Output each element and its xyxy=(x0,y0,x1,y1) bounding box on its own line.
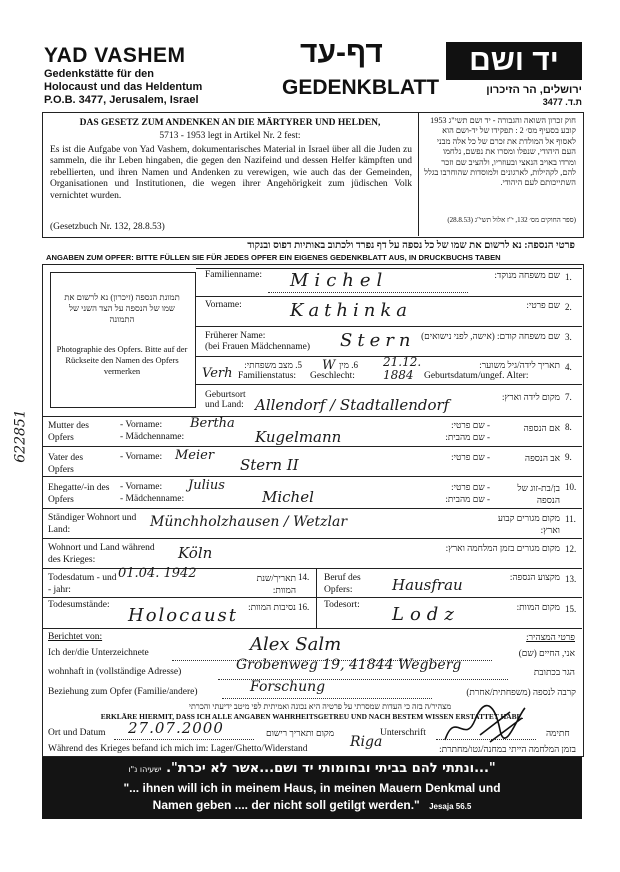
label-ehegatte-vorname: - Vorname: xyxy=(120,482,163,492)
label-todesdatum-he: תאריך/שנת המוות: xyxy=(256,573,296,595)
instructions-german: ANGABEN ZUM OPFER: BITTE FÜLLEN SIE FÜR JEDES OPFER EIN EIGENES GEDENKBLATT AUS, IN DRUCKBUCHS TABEN xyxy=(46,253,501,262)
label-waehrend-krieges xyxy=(48,744,307,754)
label-frueherer-name: Früherer Name: xyxy=(205,331,266,341)
label-ehegatte: Ehegatte/-in des Opfers xyxy=(48,483,110,505)
row-number: 7. xyxy=(565,392,572,402)
label-beziehung: Beziehung zum Opfer (Familie/andere) xyxy=(48,687,198,697)
row-number: 1. xyxy=(565,272,572,282)
row-number: 9. xyxy=(565,452,572,462)
row-number: 3. xyxy=(565,332,572,342)
label-todesumstaende: Todesumstände: xyxy=(48,600,110,610)
label-waehrend-krieges-he: בזמן המלחמה הייתי במחנה/גטו/מחתרת: xyxy=(439,744,576,754)
label-wohnhaft-he: הגר בכתובת xyxy=(533,667,575,677)
photo-instructions-german: Photographie des Opfers. Bitte auf der Rückseite den Namen des Opfers vermerken xyxy=(56,344,188,376)
label-kriegswohnort: Wohnort und Land während des Krieges: xyxy=(48,543,155,565)
row-number: 15. xyxy=(565,604,577,614)
label-ehegatte-maedchenname: - Mädchenname: xyxy=(120,494,185,504)
value-vater-vorname[interactable]: Meier xyxy=(175,448,215,463)
law-title: DAS GESETZ ZUM ANDENKEN AN DIE MÄRTYRER UND HELDEN, xyxy=(79,118,381,128)
row-number: 14. xyxy=(298,572,310,582)
value-vater-name[interactable]: Stern II xyxy=(240,456,299,474)
footer-german-text: Namen geben .... der nicht soll getilgt werden." xyxy=(152,798,420,812)
label-unterzeichnete-he: אני, החיים (שם) xyxy=(518,648,575,658)
label-berichtet: Berichtet von: xyxy=(48,632,103,642)
label-wohnort-he: מקום מגורים קבוע וארץ: xyxy=(497,513,560,535)
label-kriegswohnort-he: מקום מגורים בזמן המלחמה וארץ: xyxy=(445,543,560,553)
instructions-hebrew: פרטי הנספה: נא לרשום את שמו של כל נספה על דף נפרד ולכתוב באותיות דפוס ובנקוד xyxy=(247,240,575,251)
row-number: 13. xyxy=(565,574,577,584)
row-number: 12. xyxy=(565,544,577,554)
label-ehegatte-he: בן/בת-זוג של הנספה xyxy=(517,483,560,505)
label-mutter-maedchenname: - Mädchenname: xyxy=(120,432,185,442)
value-lager[interactable]: Riga xyxy=(350,734,383,750)
row-line xyxy=(196,268,582,269)
label-geburtsdatum: Geburtsdatum/ungef. Alter: xyxy=(424,371,529,381)
row-number: 8. xyxy=(565,422,572,432)
value-reporter-relation[interactable]: Forschung xyxy=(250,679,326,695)
label-beziehung-he: קרבה לנספה (משפחתית/אחרת) xyxy=(466,687,576,697)
row-line xyxy=(42,628,582,629)
label-todesumstaende-he: נסיבות המוות: xyxy=(248,602,296,612)
label-vater-he: אב הנספה xyxy=(524,453,560,463)
label-geburtsort-he: מקום לידה וארץ: xyxy=(502,392,560,402)
logo-hebrew: יד ושם xyxy=(446,42,582,80)
value-todesdatum[interactable]: 01.04. 1942 xyxy=(118,566,197,581)
law-hebrew-citation: (ספר החוקים מס׳ 132, י"ז אלול תשי"ג (28.8.53) xyxy=(447,216,576,224)
footer-hebrew-source: ישעיהו נ"ו xyxy=(128,765,162,774)
footer-quote-hebrew xyxy=(82,761,542,776)
label-vorname: Vorname: xyxy=(205,300,242,310)
row-number: 4. xyxy=(565,362,572,372)
row-line xyxy=(196,296,582,297)
label-ort-datum: Ort und Datum xyxy=(48,728,106,738)
label-mutter-he: אם הנספה xyxy=(523,423,560,433)
label-maedchenname-note: (bei Frauen Mädchenname) xyxy=(205,342,310,352)
value-familienstatus[interactable]: Verh xyxy=(202,366,233,381)
label-mutter-shem-mahbit: - שם מהבית: xyxy=(445,432,490,442)
row-line xyxy=(42,597,582,598)
footer-quote-german-1: "... ihnen will ich in meinem Haus, in meinen Mauern Denkmal und xyxy=(123,781,501,795)
org-title: YAD VASHEM xyxy=(44,44,186,67)
label-beruf: Beruf des Opfers: xyxy=(324,573,361,595)
logo-pob-hebrew: ת.ד. 3477 xyxy=(542,97,582,107)
row-number: 11. xyxy=(565,514,576,524)
margin-number: 622851 xyxy=(12,409,29,463)
value-vorname[interactable]: Kathinka xyxy=(290,300,412,321)
law-subtitle: 5713 - 1953 legt in Artikel Nr. 2 fest: xyxy=(159,131,301,141)
row-dotline xyxy=(268,292,468,293)
label-mutter: Mutter des Opfers xyxy=(48,421,89,443)
label-vorname-he: שם פרטי: xyxy=(526,300,560,310)
label-vater-vorname: - Vorname: xyxy=(120,452,163,462)
row-line xyxy=(42,538,582,539)
row-line xyxy=(42,446,582,447)
label-vater-shem-prati: - שם פרטי: xyxy=(451,452,490,462)
title-hebrew: דף-עד xyxy=(300,36,383,69)
org-subtitle-2: Holocaust und das Heldentum xyxy=(44,81,203,93)
label-beruf-he: מקצוע הנספה: xyxy=(509,572,560,582)
row-dotline xyxy=(114,739,254,740)
law-body: Es ist die Aufgabe von Yad Vashem, dokumentarisches Material in Israel über all die Juden zu sammeln, die ihr Leben hingaben, die gegen den Nazifeind und dessen Helfer kämpften und rebellierten, und ihren Namen und Andenken zu verewigen, wie auch das der Gemeinden, Organisationen und Institutionen, die wegen ihrer Angehörigkeit zum jüdischen Volk vernichtet wurden. xyxy=(50,145,412,201)
row-dotline xyxy=(222,698,432,699)
value-reporter-address[interactable]: Grobenweg 19, 41844 Wegberg xyxy=(236,657,462,673)
value-ort-datum[interactable]: 27.07.2000 xyxy=(128,719,224,737)
label-geschlecht: Geschlecht: xyxy=(310,371,355,381)
footer-hebrew-text: "...ונתתי להם בביתי ובחומותי יד ושם...אשר לא יכרת". xyxy=(166,761,496,776)
label-geburtsort: Geburtsort und Land: xyxy=(205,390,246,410)
label-ehegatte-shem-prati: - שם פרטי: xyxy=(451,482,490,492)
footer-quote-german-2 xyxy=(52,798,572,812)
label-wohnhaft: wohnhaft in (vollständige Adresse) xyxy=(48,667,182,677)
label-mutter-shem-prati: - שם פרטי: xyxy=(451,420,490,430)
label-vater: Vater des Opfers xyxy=(48,453,84,475)
footer-german-source: Jesaja 56.5 xyxy=(429,802,472,811)
label-frueherer-name-he: שם משפחה קודם: (אישה, לפני נישואים) xyxy=(421,331,560,341)
value-ehegatte-name[interactable]: Michel xyxy=(262,488,314,506)
signature xyxy=(440,700,530,750)
title-german: GEDENKBLATT xyxy=(282,76,440,99)
photo-instructions-hebrew: תמונת הנספה (זיכרון) נא לרשום את שמו של הנספה על הצד השני של התמונה xyxy=(64,292,180,324)
value-reporter-name[interactable]: Alex Salm xyxy=(250,634,342,655)
row-number: 16. xyxy=(298,602,310,612)
label-mutter-vorname: - Vorname: xyxy=(120,420,163,430)
value-mutter-vorname[interactable]: Bertha xyxy=(190,416,235,431)
org-subtitle-1: Gedenkstätte für den xyxy=(44,68,155,80)
value-ehegatte-vorname[interactable]: Julius xyxy=(188,478,225,493)
value-beruf[interactable]: Hausfrau xyxy=(392,576,463,594)
label-unterschrift-he: חתימה xyxy=(546,728,570,738)
value-geburtsdatum[interactable]: 21.12. 1884 xyxy=(383,355,422,382)
label-todesort-he: מקום המוות: xyxy=(516,602,560,612)
law-citation: (Gesetzbuch Nr. 132, 28.8.53) xyxy=(50,222,165,232)
declaration-german: ERKLÄRE HIERMIT, DASS ICH ALLE ANGABEN WAHRHEITSGETREU UND NACH BESTEM WISSEN ERSTATTET HABE. xyxy=(100,712,524,721)
footer-quote-box xyxy=(42,757,582,819)
label-geschlecht-he: 6. מין xyxy=(339,360,358,370)
logo-subtitle-hebrew: ירושלים, הר הזיכרון xyxy=(486,84,582,96)
label-familienname-he: שם משפחה מנוקד: xyxy=(494,270,560,280)
row-line xyxy=(42,416,582,417)
value-kriegswohnort[interactable]: Köln xyxy=(178,544,213,562)
law-divider xyxy=(418,112,419,236)
label-familienstatus-he: 5. מצב משפחתי: xyxy=(244,360,302,370)
value-todesumstaende[interactable]: Holocaust xyxy=(128,605,239,626)
label-familienname: Familienname: xyxy=(205,270,262,280)
label-ehegatte-shem-mahbit: - שם מהבית: xyxy=(445,494,490,504)
org-subtitle-3: P.O.B. 3477, Jerusalem, Israel xyxy=(44,94,199,106)
cell-divider xyxy=(316,568,317,628)
row-number: 2. xyxy=(565,302,572,312)
label-waehrend-krieges-text: Während des Krieges befand ich mich im: Lager/Ghetto/Widerstand xyxy=(48,744,308,754)
label-ort-datum-he: מקום ותאריך רישום xyxy=(266,728,335,738)
row-number: 10. xyxy=(565,482,577,492)
label-todesdatum: Todesdatum - und - jahr: xyxy=(48,573,117,595)
law-hebrew-body: חוק זכרון השואה והגבורה - יד ושם תשי"ג 1953 קובע בסעיף מס׳ 2 : תפקידו של יד-ושם הוא לאסוף אל המולדת את זכרם של כל אלה מבני העם היהודי, שנפלו ומסרו את נפשם, נלחמו ומרדו באויב הנאצי ובעוזריו, ולהציב שם וזכר להם, לקהילות, לארגונים ולמוסדות שהוחרבו בגלל השתייכותם לעם היהודי. xyxy=(424,116,576,188)
row-line xyxy=(196,326,582,327)
value-todesort[interactable]: Lodz xyxy=(392,604,460,625)
label-unterschrift: Unterschrift xyxy=(380,728,426,738)
declaration-hebrew: מצהיר/ה בזה כי העדות שמסרתי על פרטיה היא נכונה ואמיתית לפי מיטב ידיעתי והכרתי xyxy=(188,702,452,711)
value-geschlecht[interactable]: W xyxy=(322,358,336,373)
value-geburtsort[interactable]: Allendorf / Stadtallendorf xyxy=(255,396,450,414)
label-geburtsdatum-he: תאריך לידה/גיל משוער: xyxy=(479,360,560,370)
value-mutter-maedchenname[interactable]: Kugelmann xyxy=(255,428,342,446)
label-todesort: Todesort: xyxy=(324,600,360,610)
label-familienstatus: Familienstatus: xyxy=(238,371,297,381)
row-line xyxy=(42,476,582,477)
row-line xyxy=(42,508,582,509)
value-frueherer-name[interactable]: Stern xyxy=(340,330,416,351)
value-familienname[interactable]: Michel xyxy=(290,270,389,291)
label-unterzeichnete: Ich der/die Unterzeichnete xyxy=(48,648,149,658)
value-wohnort[interactable]: Münchholzhausen / Wetzlar xyxy=(150,514,348,530)
row-line xyxy=(196,384,582,385)
label-berichtet-he: פרטי המצהיר: xyxy=(526,632,575,642)
label-wohnort: Ständiger Wohnort und Land: xyxy=(48,513,137,535)
